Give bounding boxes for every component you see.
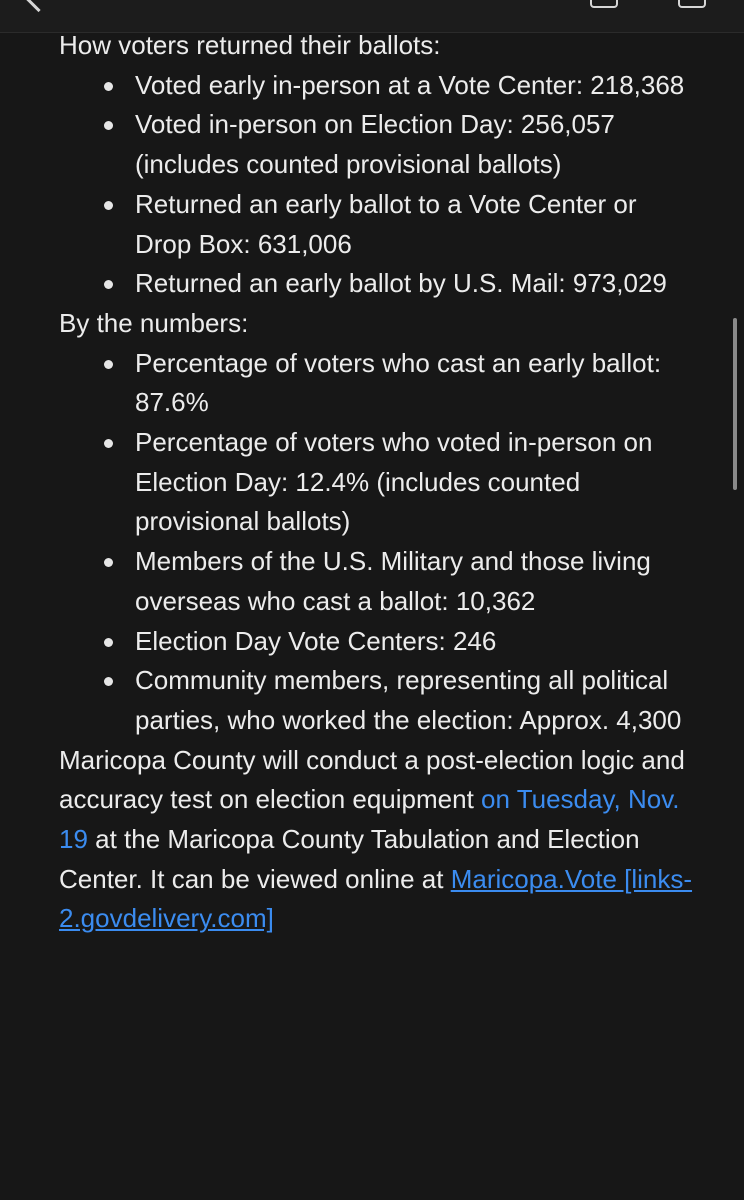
returned-heading: How voters returned their ballots: — [59, 30, 441, 60]
paragraph-text: Maricopa County will conduct a post-election logic and accuracy test on election equipment — [59, 744, 685, 815]
bullet-icon — [104, 82, 113, 91]
list-item — [59, 66, 699, 106]
list-item-text: Community members, representing all political parties, who worked the election: Approx. 4,300 — [135, 665, 682, 735]
list-item — [59, 661, 699, 740]
bullet-icon — [104, 558, 113, 567]
list-item — [59, 264, 699, 304]
bullet-icon — [104, 638, 113, 647]
paragraph-text: at the Maricopa County Tabulation and Election Center. It can be viewed online at — [59, 824, 640, 894]
numbers-heading: By the numbers: — [59, 307, 249, 338]
scrollbar[interactable] — [733, 318, 737, 490]
list-item — [59, 105, 699, 184]
bullet-icon — [104, 677, 113, 686]
bullet-icon — [104, 121, 113, 130]
list-item — [59, 423, 699, 542]
list-item — [59, 185, 699, 264]
list-item — [59, 344, 699, 423]
bullet-icon — [104, 439, 113, 448]
list-item-text: Percentage of voters who voted in-person on Election Day: 12.4% (includes counted provisional ballots) — [135, 427, 653, 537]
list-item — [59, 542, 699, 621]
maricopa-vote-link[interactable]: Maricopa.Vote [links-2.govdelivery.com] — [59, 863, 693, 934]
list-item-text: Percentage of voters who cast an early ballot: 87.6% — [135, 347, 662, 418]
list-item-text: Voted early in-person at a Vote Center: 218,368 — [135, 69, 685, 100]
bullet-icon — [104, 280, 113, 289]
email-body — [59, 26, 699, 939]
list-item-text: Members of the U.S. Military and those living overseas who cast a ballot: 10,362 — [135, 546, 651, 616]
test-announcement-paragraph — [59, 741, 699, 940]
list-item — [59, 622, 699, 662]
toolbar-button-icon[interactable] — [678, 0, 706, 8]
list-item-text: Returned an early ballot by U.S. Mail: 973,029 — [135, 268, 667, 299]
bullet-icon — [104, 360, 113, 369]
numbers-list — [59, 344, 699, 741]
bullet-icon — [104, 201, 113, 210]
list-item-text: Voted in-person on Election Day: 256,057 (includes counted provisional ballots) — [135, 109, 615, 180]
list-item-text: Returned an early ballot to a Vote Center or Drop Box: 631,006 — [135, 188, 637, 259]
list-item-text: Election Day Vote Centers: 246 — [135, 625, 497, 656]
chevron-left-icon[interactable] — [21, 0, 56, 12]
returned-list — [59, 66, 699, 304]
toolbar-button-icon[interactable] — [590, 0, 618, 8]
date-link[interactable]: on Tuesday, Nov. 19 — [59, 784, 680, 855]
